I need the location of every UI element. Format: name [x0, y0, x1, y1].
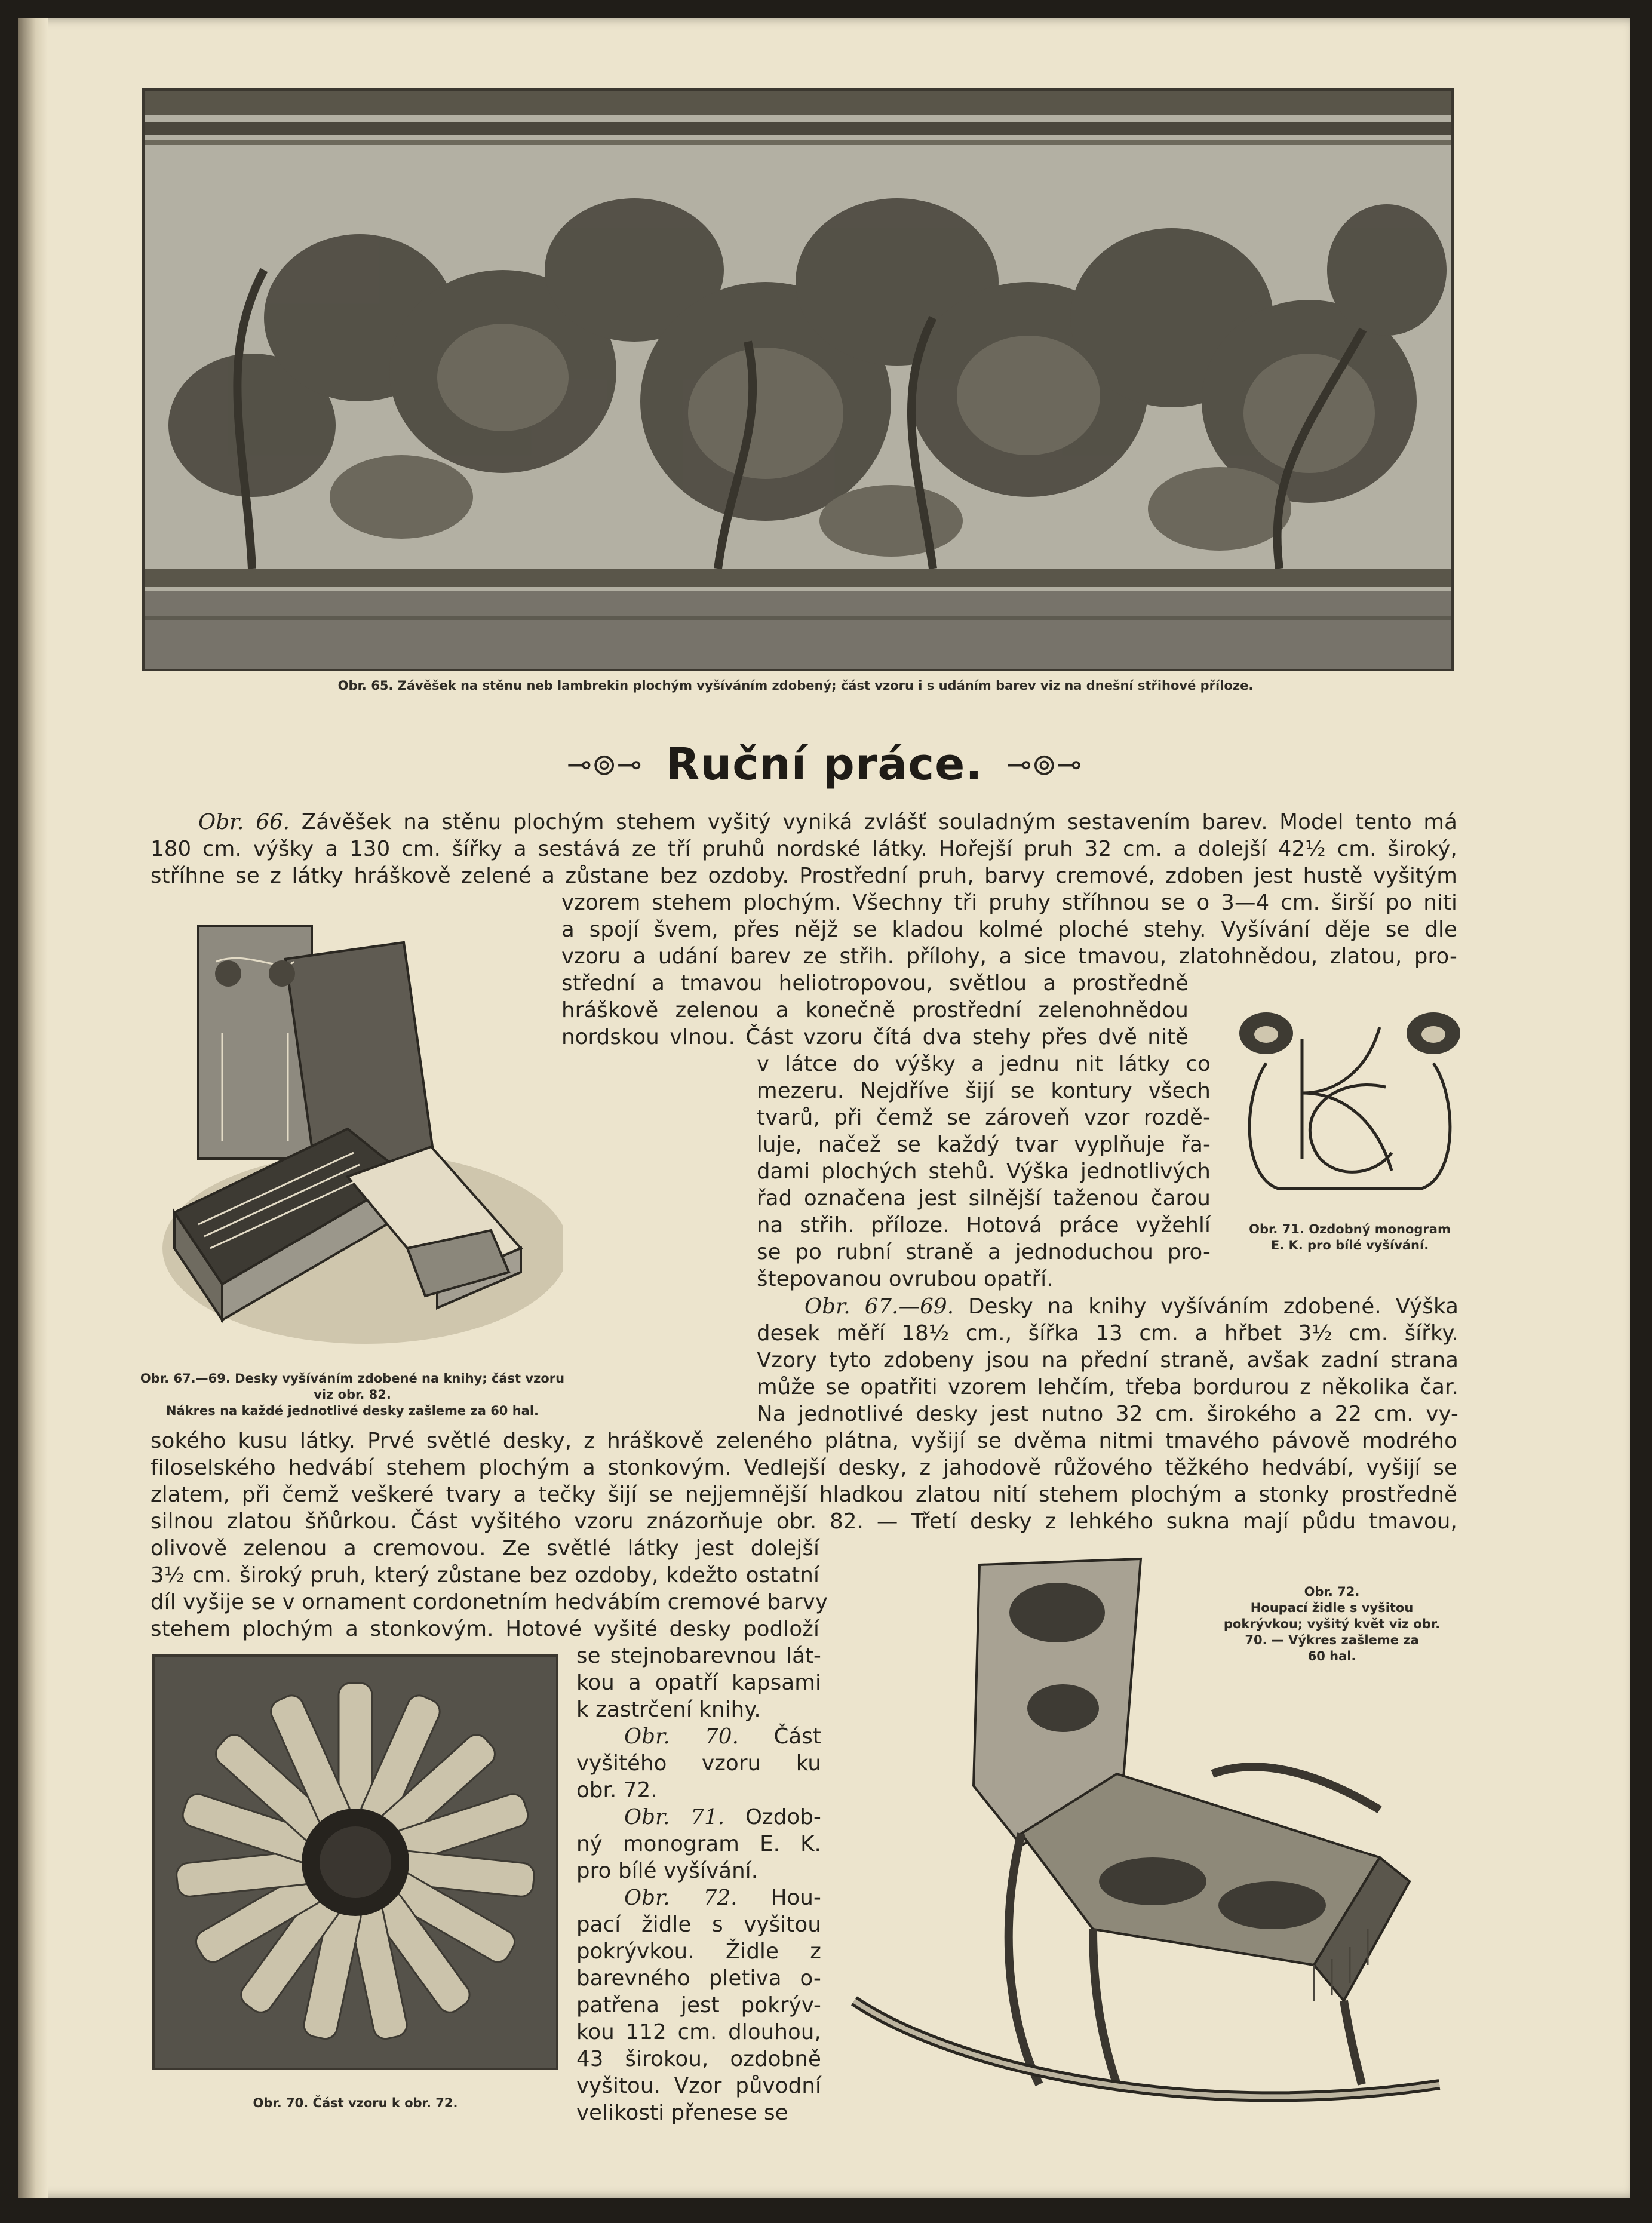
text-line: řad označena jest silnější taženou čarou — [757, 1186, 1211, 1211]
text-line — [757, 1293, 1458, 1320]
text-line: ný monogram E. K. — [576, 1832, 821, 1856]
text-line: vyšitého vzoru ku — [576, 1751, 821, 1776]
text-line: 43 širokou, ozdobně — [576, 2047, 821, 2071]
paragraph-67-full — [151, 1427, 1457, 1535]
paragraph-66-right-b — [561, 970, 1189, 1051]
section-heading — [18, 729, 1630, 800]
monogram-illustration — [1230, 980, 1469, 1218]
text-run: Hou- — [770, 1886, 822, 1910]
text-line: 3½ cm. široký pruh, který zůstane bez ozdoby, kdežto ostatní — [151, 1563, 819, 1588]
paragraph-66-lead: Obr. 66. — [198, 810, 290, 834]
paragraph-72-lead: Obr. 72. — [624, 1886, 738, 1910]
text-line: vyšitou. Vzor původní — [576, 2074, 821, 2098]
text-line: k zastrčení knihy. — [576, 1697, 761, 1722]
caption-line: 60 hal. — [1307, 1649, 1356, 1663]
text-line: a spojí švem, přes nějž se kladou kolmé ploché stehy. Vyšívání děje se dle — [561, 917, 1457, 942]
text-line: střední a tmavou heliotropovou, světlou a prostředně — [561, 971, 1189, 996]
caption-line: Obr. 71. Ozdobný monogram — [1249, 1222, 1451, 1236]
paragraph-67-left — [151, 1535, 828, 1642]
caption-line: Obr. 72. — [1304, 1585, 1360, 1599]
text-line: desek měří 18½ cm., šířka 13 cm. a hřbet 3½ cm. šířky. — [757, 1321, 1458, 1346]
text-line: silnou zlatou šňůrkou. Část vyšitého vzoru znázorňuje obr. 82. — Třetí desky z lehkého sukna mají půdu tmavou, — [151, 1509, 1457, 1534]
magazine-page — [18, 18, 1630, 2198]
caption-line: Obr. 70. Část vzoru k obr. 72. — [253, 2096, 458, 2110]
text-line: filoselského hedvábí stehem plochým a stonkovým. Vedlejší desky, z jahodově růžového těžkého hedvábí, vyšijí se — [151, 1456, 1457, 1480]
paragraph-71-lead: Obr. 71. — [624, 1805, 725, 1829]
ornament-right-icon: ⊸⊚⊸ — [1006, 747, 1082, 782]
paragraph-67-right — [757, 1293, 1458, 1427]
figure-71-caption — [1218, 1221, 1481, 1254]
text-line: stříhne se z látky hráškově zelené a zůstane bez ozdoby. Prostřední pruh, barvy cremové, zdoben jest hustě vyšitým — [151, 864, 1457, 888]
text-line: pokrývkou. Židle z — [576, 1939, 821, 1964]
paragraph-70-lead: Obr. 70. — [624, 1724, 739, 1749]
text-line: barevného pletiva o- — [576, 1966, 821, 1991]
text-line: Na jednotlivé desky jest nutno 32 cm. širokého a 22 cm. vy- — [757, 1402, 1458, 1426]
figure-71-monogram — [1230, 980, 1469, 1218]
text-line: pro bílé vyšívání. — [576, 1859, 759, 1883]
paragraph-66-right-c — [757, 1051, 1211, 1292]
text-line: patřena jest pokrýv- — [576, 1993, 821, 2018]
caption-line: Obr. 67.—69. Desky vyšíváním zdobené na knihy; část vzoru viz obr. 82. — [140, 1371, 565, 1402]
figure-65-wall-hanging — [142, 88, 1454, 671]
paragraph-67-lead: Obr. 67.—69. — [804, 1294, 954, 1319]
caption-line: Nákres na každé jednotlivé desky zašleme za 60 hal. — [165, 1404, 539, 1418]
books-illustration — [151, 914, 563, 1356]
text-line: hráškově zelenou a konečně prostřední zelenohnědou — [561, 998, 1189, 1023]
wall-hanging-illustration — [145, 91, 1451, 669]
text-line: 180 cm. výšky a 130 cm. šířky a sestává ze tří pruhů nordské látky. Hořejší pruh 32 cm. a dolejší 42½ cm. široký, — [151, 837, 1457, 861]
caption-line: Houpací židle s vyšitou — [1250, 1601, 1414, 1615]
text-line: se po rubní straně a jednoduchou pro- — [757, 1240, 1211, 1264]
text-line — [576, 1804, 821, 1831]
text-line: na střih. příloze. Hotová práce vyžehlí — [757, 1213, 1211, 1238]
text-line — [576, 1884, 821, 1911]
text-line: obr. 72. — [576, 1778, 658, 1803]
text-line: kou 112 cm. dlouhou, — [576, 2020, 821, 2044]
ornament-left-icon: ⊸⊚⊸ — [566, 747, 642, 782]
text-line: v látce do výšky a jednu nit látky co — [757, 1052, 1211, 1076]
figure-70-caption — [152, 2095, 558, 2111]
text-run: Desky na knihy vyšíváním zdobené. Výška — [968, 1294, 1458, 1319]
text-run: Závěšek na stěnu plochým stehem vyšitý vyniká zvlášť souladným sestavením barev. Model tento má — [301, 810, 1458, 834]
caption-line: 70. — Výkres zašleme za — [1245, 1633, 1419, 1647]
text-line — [576, 1723, 821, 1750]
text-line: pací židle s vyšitou — [576, 1912, 821, 1937]
text-line: štepovanou ovrubou opatří. — [757, 1267, 1054, 1291]
text-line — [151, 809, 1457, 836]
text-run: Část — [773, 1724, 821, 1749]
paragraph-66-right-a — [561, 889, 1457, 970]
text-line: vzoru a udání barev ze střih. přílohy, a sice tmavou, zlatohnědou, zlatou, pro- — [561, 944, 1457, 969]
pattern-illustration — [155, 1657, 556, 2068]
text-line: vzorem stehem plochým. Všechny tři pruhy stříhnou se o 3—4 cm. širší po niti — [561, 891, 1457, 915]
binding-gutter — [18, 18, 48, 2198]
text-line: olivově zelenou a cremovou. Ze světlé látky jest dolejší — [151, 1536, 819, 1561]
text-line: kou a opatří kapsami — [576, 1671, 821, 1695]
text-line: dami plochých stehů. Výška jednotlivých — [757, 1159, 1211, 1184]
text-run: Ozdob- — [745, 1805, 822, 1829]
text-line: Vzory tyto zdobeny jsou na přední straně, avšak zadní strana — [757, 1348, 1458, 1373]
text-line: může se opatřiti vzorem lehčím, třeba bordurou z několika čar. — [757, 1375, 1458, 1399]
paragraph-66-top — [151, 809, 1457, 889]
figure-72-caption — [1195, 1584, 1469, 1665]
text-line: zlatem, při čemž veškeré tvary a tečky šijí se nejjemnější hladkou zlatou nití stehem plochým a stonky prostředně — [151, 1482, 1457, 1507]
text-line: nordskou vlnou. Část vzoru čítá dva stehy přes dvě nitě — [561, 1025, 1189, 1049]
figure-67-69-books — [151, 914, 563, 1356]
text-line: tvarů, při čemž se zároveň vzor rozdě- — [757, 1106, 1211, 1130]
figure-70-pattern — [152, 1654, 558, 2070]
caption-line: pokrývkou; vyšitý květ viz obr. — [1223, 1617, 1441, 1631]
caption-line: E. K. pro bílé vyšívání. — [1270, 1238, 1429, 1252]
text-line: luje, načež se každý tvar vyplňuje řa- — [757, 1132, 1211, 1157]
narrow-column — [576, 1642, 821, 2126]
page-title: Ruční práce. — [665, 739, 983, 790]
text-line: se stejnobarevnou lát- — [576, 1644, 821, 1668]
figure-65-caption — [142, 678, 1449, 694]
text-line: díl vyšije se v ornament cordonetním hedvábím cremové barvy — [151, 1590, 828, 1614]
figure-67-69-caption — [137, 1371, 567, 1419]
text-line: stehem plochým a stonkovým. Hotové vyšité desky podloží — [151, 1617, 819, 1641]
text-line: velikosti přenese se — [576, 2101, 788, 2125]
figure-65-caption-text: Obr. 65. Závěšek na stěnu neb lambrekin plochým vyšíváním zdobený; část vzoru i s udáním barev viz na dnešní střihové příloze. — [337, 678, 1254, 693]
text-line: mezeru. Nejdříve šijí se kontury všech — [757, 1079, 1211, 1103]
text-line: sokého kusu látky. Prvé světlé desky, z hráškově zeleného plátna, vyšijí se dvěma nitmi tmavého pávově modrého — [151, 1429, 1457, 1453]
